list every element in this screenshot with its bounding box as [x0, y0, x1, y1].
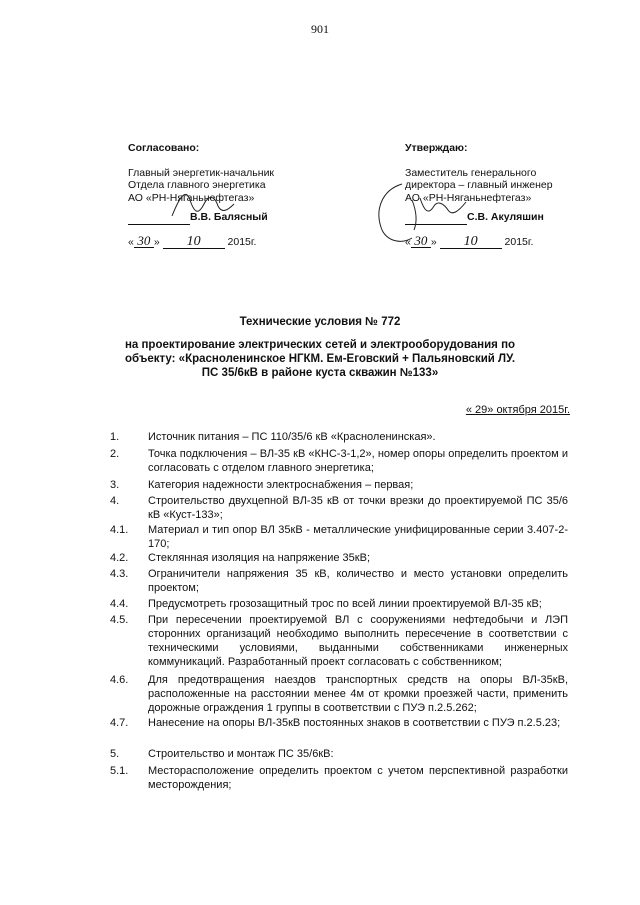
item-number: 1.: [110, 431, 120, 443]
item-text: Предусмотреть грозозащитный трос по всей линии проектируемой ВЛ-35 кВ;: [148, 598, 542, 610]
left-date-day: 30: [134, 235, 154, 249]
item-text: Месторасположение определить проектом с учетом перспективной разработки месторождения;: [148, 765, 568, 791]
item-text: При пересечении проектируемой ВЛ с сооружениями нефтедобычи и ЛЭП сторонних организаций необходимо выполнить пересечение в соответствии с техническими условиями, выданными собственниками инженерных коммуникаций. Разработанный проект согласовать с собственником;: [148, 614, 568, 668]
right-date-day: 30: [411, 235, 431, 249]
item-number: 2.: [110, 448, 120, 460]
subtitle-line: ПС 35/6кВ в районе куста скважин №133»: [201, 367, 439, 379]
document-date: « 29» октября 2015г.: [465, 404, 570, 416]
left-heading: Согласовано:: [128, 142, 200, 154]
subtitle-line: на проектирование электрических сетей и электрооборудования по: [124, 339, 516, 351]
item-number: 4.2.: [110, 552, 129, 564]
left-line: Отдела главного энергетика: [128, 179, 266, 191]
right-date-month: 10: [440, 236, 502, 250]
left-line: АО «РН-Няганьнефтегаз»: [128, 191, 255, 204]
item-number: 4.1.: [110, 524, 129, 536]
right-date-year: 2015г.: [504, 235, 534, 248]
item-number: 4.6.: [110, 674, 129, 686]
left-signature-mark: [168, 186, 238, 226]
item-text: Точка подключения – ВЛ-35 кВ «КНС-3-1,2», номер опоры определить проектом и согласовать с отделом главного энергетика;: [148, 448, 568, 474]
item-number: 4.4.: [110, 598, 129, 610]
right-line: директора – главный инженер: [405, 179, 553, 191]
right-line: АО «РН-Няганьнефтегаз»: [405, 191, 532, 204]
left-date-year: 2015г.: [227, 235, 257, 248]
item-number: 4.5.: [110, 614, 129, 626]
left-date: « 30 » 10 2015г.: [128, 232, 257, 249]
item-text: Строительство и монтаж ПС 35/6кВ:: [148, 748, 334, 760]
left-date-month: 10: [163, 236, 225, 250]
item-text: Материал и тип опор ВЛ 35кВ - металлические унифицированные серии 3.407-2-170;: [148, 524, 568, 550]
item-number: 3.: [110, 479, 120, 491]
item-number: 4.7.: [110, 717, 129, 729]
right-signer: С.В. Акуляшин: [467, 211, 544, 223]
item-text: Нанесение на опоры ВЛ-35кВ постоянных знаков в соответствии с ПУЭ п.2.5.23;: [148, 717, 561, 729]
item-text: Источник питания – ПС 110/35/6 кВ «Красноленинская».: [148, 431, 436, 443]
document-title: Технические условия № 772: [239, 316, 401, 328]
item-text: Строительство двухцепной ВЛ-35 кВ от точки врезки до проектируемой ПС 35/6 кВ «Куст-133»;: [148, 495, 568, 521]
page-number: 901: [311, 22, 329, 36]
subtitle-line: объекту: «Красноленинское НГКМ. Ем-Еговский + Пальяновский ЛУ.: [124, 353, 516, 365]
item-number: 5.1.: [110, 765, 129, 777]
document-subtitle: [60, 338, 580, 380]
item-text: Стеклянная изоляция на напряжение 35кВ;: [148, 552, 370, 564]
right-line: Заместитель генерального: [405, 166, 537, 179]
right-heading: Утверждаю:: [405, 142, 468, 154]
left-signer: В.В. Балясный: [190, 211, 268, 223]
item-number: 4.3.: [110, 568, 129, 580]
item-text: Категория надежности электроснабжения – первая;: [148, 479, 414, 491]
item-text: Ограничители напряжения 35 кВ, количество и место установки определить проектом;: [148, 568, 568, 594]
right-date: « 30 » 10 2015г.: [405, 232, 534, 249]
left-line: Главный энергетик-начальник: [128, 166, 275, 179]
item-number: 5.: [110, 748, 120, 760]
item-number: 4.: [110, 495, 120, 507]
right-signature-mark: [372, 180, 472, 250]
item-text: Для предотвращения наездов транспортных средств на опоры ВЛ-35кВ, расположенные на расстоянии менее 4м от кромки проезжей части, применить дорожные ограждения 1 группы в соответствии с ПУЭ п.2.5.262;: [148, 674, 568, 714]
